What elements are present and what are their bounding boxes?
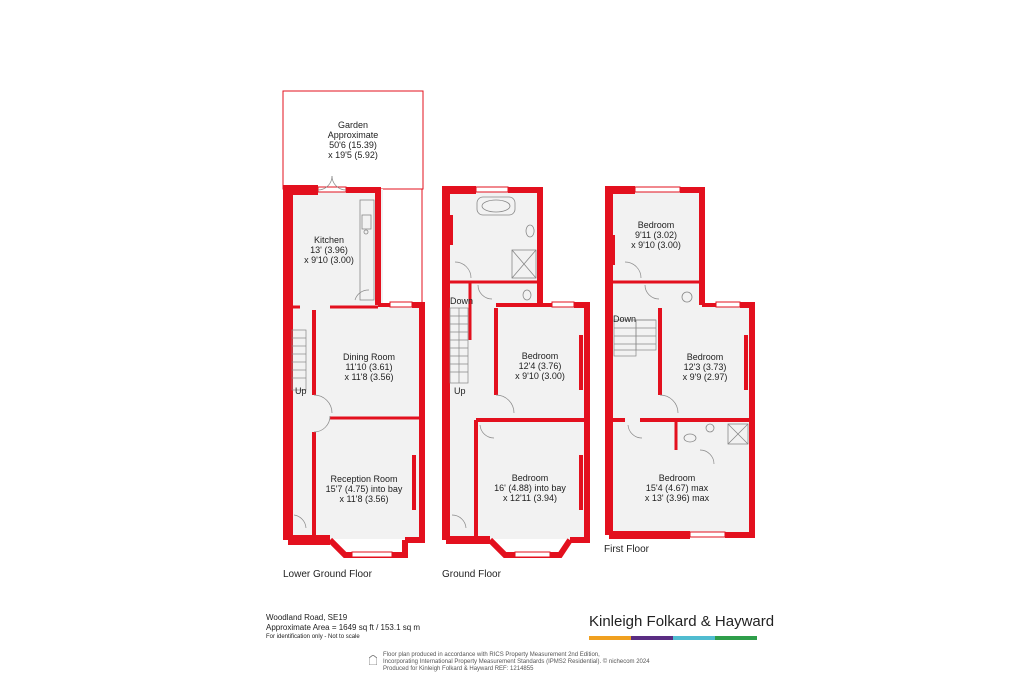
identification-note: For identification only - Not to scale bbox=[266, 634, 360, 640]
stairs-down-label: Down bbox=[450, 296, 474, 306]
reception-room-label: Reception Room 15'7 (4.75) into bay x 11'8 (3.56) bbox=[325, 474, 403, 504]
brand-bar-green bbox=[715, 636, 757, 640]
brand-bar-orange bbox=[589, 636, 631, 640]
legal-line-3: Produced for Kinleigh Folkard & Hayward REF: 1214855 bbox=[383, 666, 534, 672]
approximate-area: Approximate Area = 1649 sq ft / 153.1 sq m bbox=[266, 623, 421, 632]
lower-ground-floor-plan bbox=[283, 91, 423, 580]
lower-ground-floor-title: Lower Ground Floor bbox=[283, 569, 372, 580]
stairs-up-label: Up bbox=[295, 386, 307, 396]
stairs-up-label-gf: Up bbox=[454, 386, 466, 396]
ff-back-bedroom-label: Bedroom 9'11 (3.02) x 9'10 (3.00) bbox=[631, 220, 681, 250]
gf-back-bedroom-label: Bedroom 12'4 (3.76) x 9'10 (3.00) bbox=[515, 351, 565, 381]
gf-front-bedroom-label: Bedroom 16' (4.88) into bay x 12'11 (3.94) bbox=[494, 473, 566, 503]
first-floor-title: First Floor bbox=[604, 544, 649, 555]
first-floor-plan bbox=[604, 187, 755, 555]
brand-bar-purple bbox=[631, 636, 673, 640]
garden-label: Garden Approximate 50'6 (15.39) x 19'5 (5.92) bbox=[327, 120, 379, 160]
ff-front-bedroom-label: Bedroom 15'4 (4.67) max x 13' (3.96) max bbox=[644, 473, 710, 503]
nichecom-logo-icon bbox=[369, 655, 377, 665]
ground-floor-title: Ground Floor bbox=[442, 569, 501, 580]
kitchen-label: Kitchen 13' (3.96) x 9'10 (3.00) bbox=[304, 235, 354, 265]
legal-line-1: Floor plan produced in accordance with RICS Property Measurement 2nd Edition, bbox=[383, 652, 600, 658]
ground-floor-plan bbox=[442, 187, 588, 580]
brand-name: Kinleigh Folkard & Hayward bbox=[589, 613, 775, 630]
ff-mid-bedroom-label: Bedroom 12'3 (3.73) x 9'9 (2.97) bbox=[682, 352, 728, 382]
brand-bar-teal bbox=[673, 636, 715, 640]
address: Woodland Road, SE19 bbox=[266, 613, 348, 622]
dining-room-label: Dining Room 11'10 (3.61) x 11'8 (3.56) bbox=[342, 352, 396, 382]
stairs-down-label-ff: Down bbox=[613, 314, 637, 324]
legal-line-2: Incorporating International Property Measurement Standards (IPMS2 Residential). © nichecom 2024 bbox=[383, 659, 650, 665]
